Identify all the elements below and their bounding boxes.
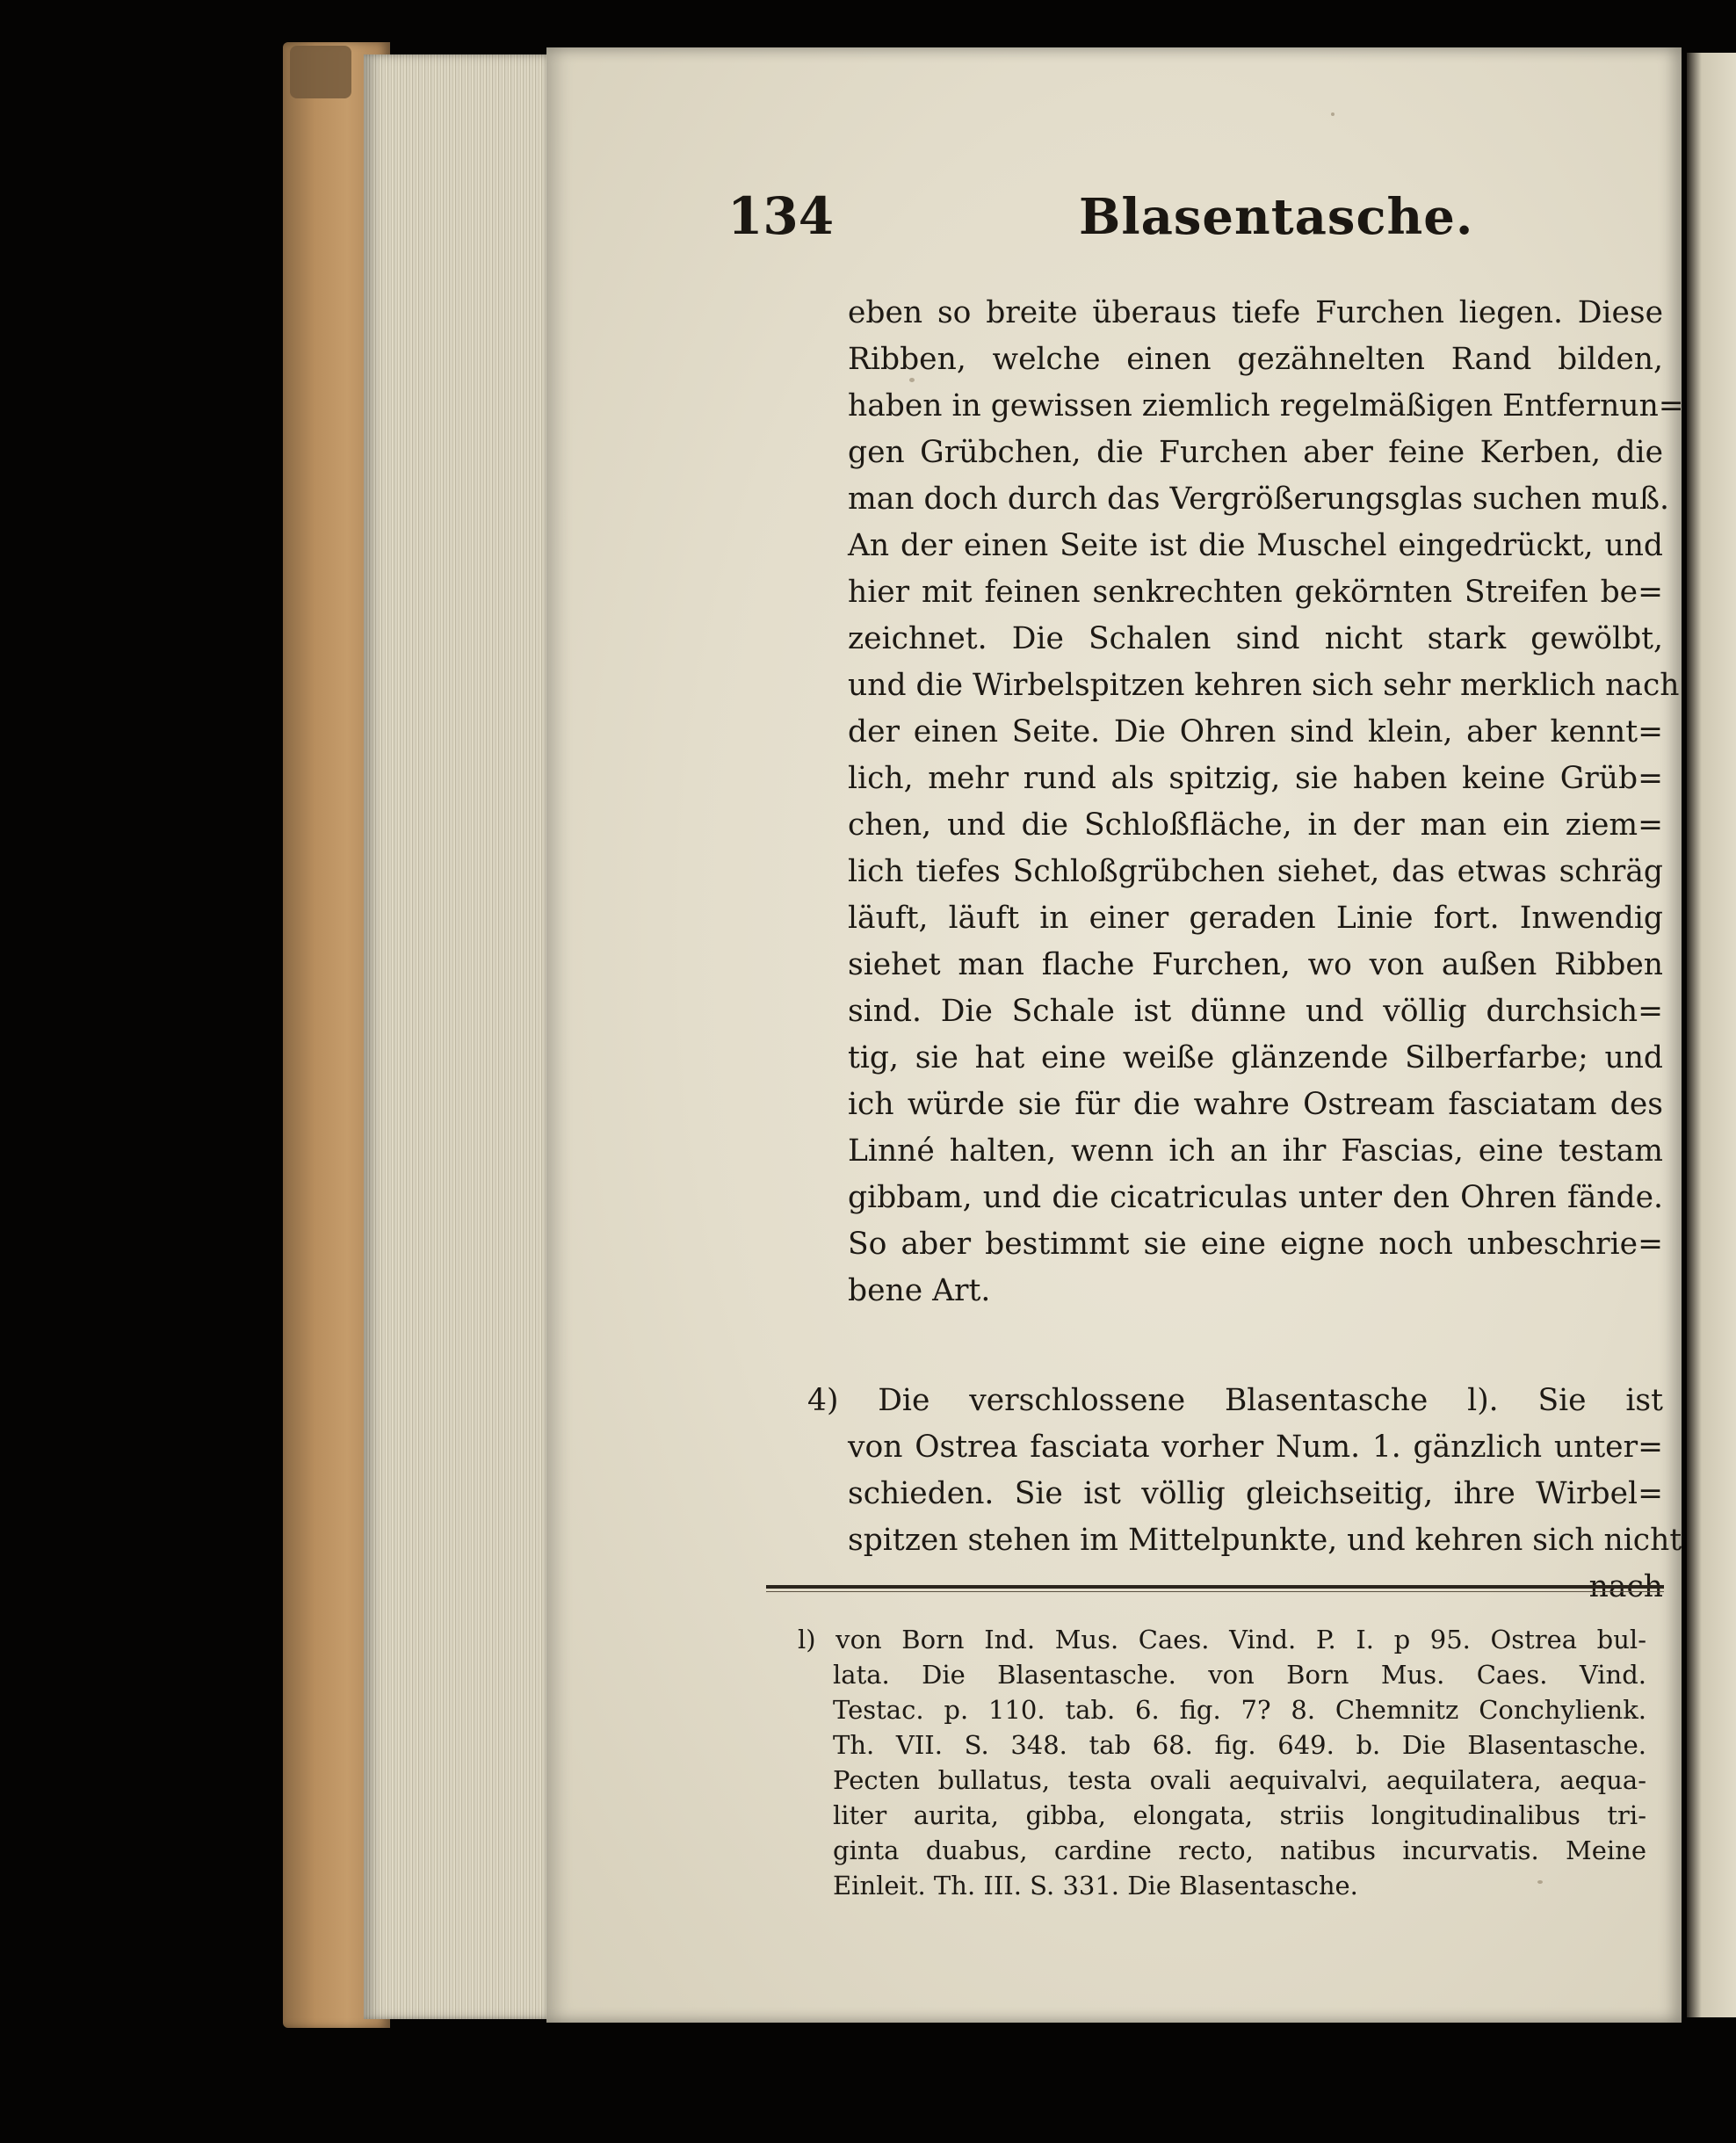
paragraph-gap — [848, 1314, 1663, 1378]
footnote-line: liter aurita, gibba, elongata, striis longitudinalibus tri- — [833, 1800, 1646, 1830]
page-header — [727, 186, 1659, 257]
text-line: gen Grübchen, die Furchen aber feine Kerben, die — [848, 435, 1663, 470]
text-line: tig, sie hat eine weiße glänzende Silberfarbe; und — [848, 1040, 1663, 1075]
footnote-block — [798, 1622, 1646, 1903]
text-line: haben in gewissen ziemlich regelmäßigen Entfernun= — [848, 388, 1684, 424]
text-line: ich würde sie für die wahre Ostream fasciatam des — [848, 1087, 1663, 1122]
text-line: bene Art. — [848, 1273, 991, 1308]
text-line: lich, mehr rund als spitzig, sie haben keine Grüb= — [848, 761, 1663, 796]
paper-speck — [1331, 112, 1335, 116]
text-line: schieden. Sie ist völlig gleichseitig, ihre Wirbel= — [848, 1476, 1663, 1511]
footnote-line: Pecten bullatus, testa ovali aequivalvi, aequilatera, aequa- — [833, 1765, 1646, 1795]
entry-heading-text: Die verschlossene Blasentasche l). Sie ist — [878, 1383, 1664, 1418]
text-line: gibbam, und die cicatriculas unter den Ohren fände. — [848, 1180, 1663, 1215]
entry-heading-line — [807, 1378, 1663, 1424]
text-line: der einen Seite. Die Ohren sind klein, aber kennt= — [848, 714, 1663, 749]
text-line: von Ostrea fasciata vorher Num. 1. gänzlich unter= — [848, 1430, 1663, 1465]
facing-page-edge — [1687, 53, 1736, 2017]
text-line: hier mit feinen senkrechten gekörnten Streifen be= — [848, 575, 1663, 610]
text-line: man doch durch das Vergrößerungsglas suchen muß. — [848, 481, 1670, 517]
entry-number: 4) — [807, 1383, 839, 1418]
text-line: und die Wirbelspitzen kehren sich sehr merklich nach — [848, 668, 1680, 703]
catchword: nach — [1588, 1569, 1663, 1604]
cover-wear — [290, 46, 351, 98]
footnote-line: Th. VII. S. 348. tab 68. fig. 649. b. Die Blasentasche. — [833, 1730, 1646, 1760]
text-line: läuft, läuft in einer geraden Linie fort. Inwendig — [848, 901, 1663, 936]
text-line: So aber bestimmt sie eine eigne noch unbeschrie= — [848, 1227, 1663, 1262]
footnote-line: lata. Die Blasentasche. von Born Mus. Caes. Vind. — [833, 1660, 1646, 1690]
page-edges — [364, 54, 550, 2019]
text-line: zeichnet. Die Schalen sind nicht stark gewölbt, — [848, 621, 1663, 656]
text-line: Linné halten, wenn ich an ihr Fascias, eine testam — [848, 1133, 1663, 1169]
text-line: An der einen Seite ist die Muschel eingedrückt, und — [848, 528, 1663, 563]
footnote-line: Einleit. Th. III. S. 331. Die Blasentasche. — [833, 1871, 1358, 1900]
footnote-line: ginta duabus, cardine recto, natibus incurvatis. Meine — [833, 1835, 1646, 1865]
text-line: chen, und die Schloßfläche, in der man ein ziem= — [848, 807, 1663, 843]
text-line: sind. Die Schale ist dünne und völlig durchsich= — [848, 994, 1663, 1029]
page-number: 134 — [727, 186, 835, 246]
footnote-rule — [766, 1585, 1664, 1592]
text-line: siehet man flache Furchen, wo von außen Ribben — [848, 947, 1663, 982]
text-line: lich tiefes Schloßgrübchen siehet, das etwas schräg — [848, 854, 1663, 889]
text-line: spitzen stehen im Mittelpunkte, und kehren sich nicht — [848, 1523, 1682, 1558]
text-line: eben so breite überaus tiefe Furchen liegen. Diese — [848, 295, 1663, 330]
main-text — [807, 290, 1684, 1611]
footnote-line: l) von Born Ind. Mus. Caes. Vind. P. I. p 95. Ostrea bul- — [798, 1625, 1646, 1654]
running-head: Blasentasche. — [1079, 188, 1474, 246]
footnote-line: Testac. p. 110. tab. 6. fig. 7? 8. Chemnitz Conchylienk. — [833, 1695, 1646, 1725]
text-line: Ribben, welche einen gezähnelten Rand bilden, — [848, 342, 1663, 377]
